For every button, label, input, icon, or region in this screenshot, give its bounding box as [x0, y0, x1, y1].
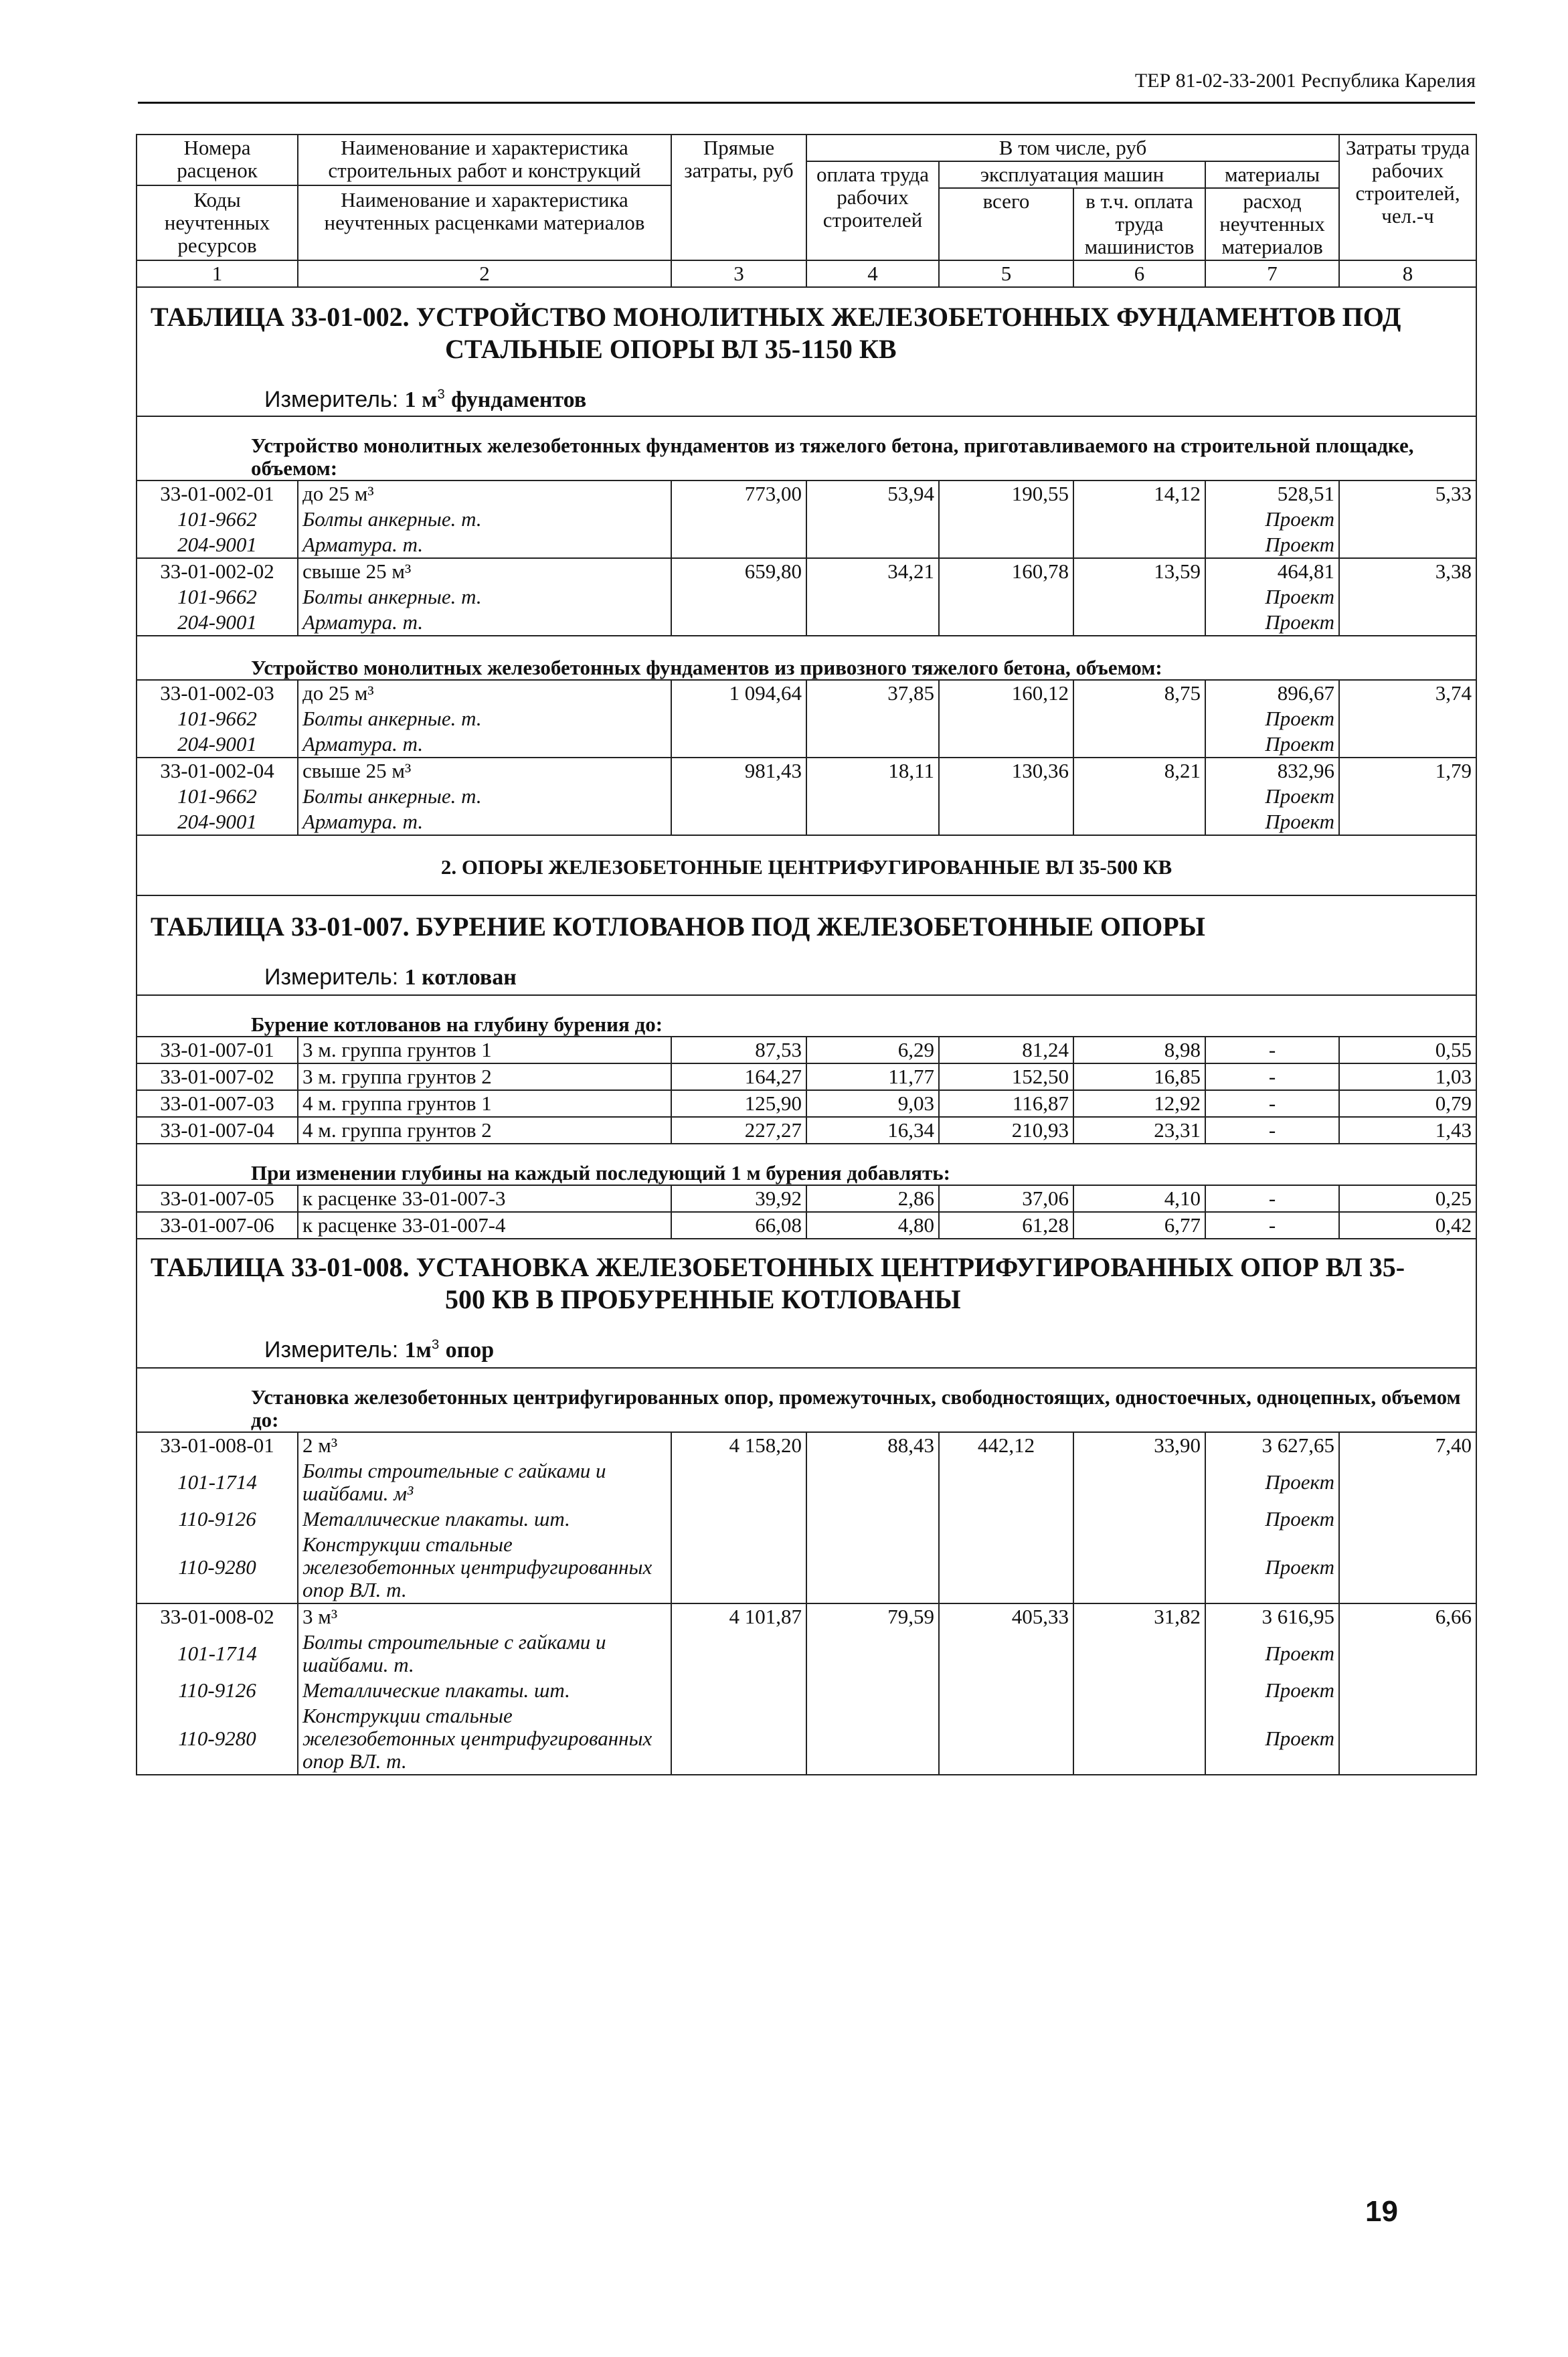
labor-hours: 3,74 [1339, 680, 1476, 706]
resource-material: Проект [1205, 784, 1339, 809]
running-header: ТЕР 81-02-33-2001 Республика Карелия [1134, 70, 1476, 92]
resource-name: Металлические плакаты. шт. [298, 1506, 671, 1532]
rate-code: 33-01-007-01 [137, 1037, 298, 1063]
resource-code: 204-9001 [137, 731, 298, 758]
hdr-col7: расход неучтенных материалов [1205, 188, 1339, 260]
machinist-cost: 12,92 [1073, 1090, 1205, 1117]
material-cost: - [1205, 1090, 1339, 1117]
rate-code: 33-01-007-06 [137, 1212, 298, 1239]
resource-material: Проект [1205, 809, 1339, 835]
hdr-in-total: В том числе, руб [806, 135, 1339, 161]
resource-material: Проект [1205, 532, 1339, 558]
rate-code: 33-01-007-05 [137, 1185, 298, 1212]
machine-cost: 160,12 [939, 680, 1073, 706]
resource-code: 101-9662 [137, 706, 298, 731]
resource-code: 204-9001 [137, 610, 298, 636]
rate-code: 33-01-002-04 [137, 758, 298, 784]
machine-cost: 442,12 [939, 1432, 1073, 1458]
rate-name: 3 м. группа грунтов 1 [298, 1037, 671, 1063]
hdr-col8: Затраты труда рабочих строителей, чел.-ч [1339, 135, 1476, 260]
table-007-title-row [137, 895, 1476, 995]
resource-name: Арматура. т. [298, 731, 671, 758]
direct-cost: 66,08 [671, 1212, 806, 1239]
direct-cost: 39,92 [671, 1185, 806, 1212]
resource-material: Проект [1205, 731, 1339, 758]
hdr-col1: Номера расценок Коды неучтенных ресурсов [137, 135, 298, 260]
resource-name: Арматура. т. [298, 532, 671, 558]
col-num: 2 [298, 260, 671, 287]
labor-cost: 6,29 [806, 1037, 939, 1063]
resource-row [137, 584, 1476, 610]
machine-cost: 116,87 [939, 1090, 1073, 1117]
resource-code: 110-9126 [137, 1678, 298, 1703]
machine-cost: 160,78 [939, 558, 1073, 584]
rate-code: 33-01-008-01 [137, 1432, 298, 1458]
direct-cost: 87,53 [671, 1037, 806, 1063]
resource-name: Металлические плакаты. шт. [298, 1678, 671, 1703]
col-num: 3 [671, 260, 806, 287]
machinist-cost: 13,59 [1073, 558, 1205, 584]
resource-material: Проект [1205, 706, 1339, 731]
rate-name: до 25 м³ [298, 680, 671, 706]
resource-code: 110-9126 [137, 1506, 298, 1532]
labor-cost: 34,21 [806, 558, 939, 584]
resource-name: Конструкции стальные железобетонных центрифугированных опор ВЛ. т. [298, 1703, 671, 1775]
header-rule [138, 102, 1475, 104]
resource-material: Проект [1205, 1506, 1339, 1532]
machinist-cost: 4,10 [1073, 1185, 1205, 1212]
table-row [137, 1090, 1476, 1117]
machine-cost: 190,55 [939, 481, 1073, 507]
hdr-materials: материалы [1205, 161, 1339, 188]
material-cost: - [1205, 1212, 1339, 1239]
direct-cost: 4 101,87 [671, 1603, 806, 1630]
table-002-subheading-2: Устройство монолитных железобетонных фундаментов из привозного тяжелого бетона, объемом: [137, 636, 1476, 680]
direct-cost: 4 158,20 [671, 1432, 806, 1458]
rate-name: 3 м³ [298, 1603, 671, 1630]
resource-row [137, 1678, 1476, 1703]
resource-code: 101-9662 [137, 584, 298, 610]
labor-cost: 79,59 [806, 1603, 939, 1630]
table-row [137, 1603, 1476, 1630]
labor-cost: 18,11 [806, 758, 939, 784]
resource-code: 101-1714 [137, 1458, 298, 1506]
labor-cost: 9,03 [806, 1090, 939, 1117]
resource-row [137, 610, 1476, 636]
direct-cost: 1 094,64 [671, 680, 806, 706]
machine-cost: 152,50 [939, 1063, 1073, 1090]
table-row [137, 758, 1476, 784]
table-007-title: ТАБЛИЦА 33-01-007. БУРЕНИЕ КОТЛОВАНОВ ПОД ЖЕЛЕЗОБЕТОННЫЕ ОПОРЫ [151, 911, 1205, 942]
labor-hours: 1,03 [1339, 1063, 1476, 1090]
resource-material: Проект [1205, 1630, 1339, 1678]
col-num: 8 [1339, 260, 1476, 287]
resource-material: Проект [1205, 610, 1339, 636]
resource-name: Болты анкерные. т. [298, 584, 671, 610]
machinist-cost: 16,85 [1073, 1063, 1205, 1090]
material-cost: - [1205, 1185, 1339, 1212]
col-num: 4 [806, 260, 939, 287]
resource-code: 204-9001 [137, 809, 298, 835]
resource-name: Арматура. т. [298, 610, 671, 636]
labor-hours: 3,38 [1339, 558, 1476, 584]
section-2-row [137, 835, 1476, 895]
resource-row [137, 532, 1476, 558]
resource-code: 110-9280 [137, 1703, 298, 1775]
resource-row [137, 1506, 1476, 1532]
labor-hours: 6,66 [1339, 1603, 1476, 1630]
resource-row [137, 784, 1476, 809]
labor-hours: 0,55 [1339, 1037, 1476, 1063]
machinist-cost: 8,21 [1073, 758, 1205, 784]
resource-row [137, 731, 1476, 758]
labor-cost: 53,94 [806, 481, 939, 507]
rates-table [136, 134, 1477, 1775]
labor-hours: 1,79 [1339, 758, 1476, 784]
labor-hours: 7,40 [1339, 1432, 1476, 1458]
resource-material: Проект [1205, 584, 1339, 610]
labor-hours: 0,42 [1339, 1212, 1476, 1239]
table-002-title: ТАБЛИЦА 33-01-002. УСТРОЙСТВО МОНОЛИТНЫХ ЖЕЛЕЗОБЕТОННЫХ ФУНДАМЕНТОВ ПОД СТАЛЬНЫЕ ОПОРЫ ВЛ 35-1150 КВ [151, 302, 1401, 364]
table-002-sub2-row [137, 636, 1476, 680]
rate-code: 33-01-002-02 [137, 558, 298, 584]
direct-cost: 981,43 [671, 758, 806, 784]
table-008-title: ТАБЛИЦА 33-01-008. УСТАНОВКА ЖЕЛЕЗОБЕТОННЫХ ЦЕНТРИФУГИРОВАННЫХ ОПОР ВЛ 35- 500 КВ В ПРОБУРЕННЫЕ КОТЛОВАНЫ [151, 1252, 1405, 1314]
hdr-machines: эксплуатация машин [939, 161, 1205, 188]
table-007-sub2-row [137, 1144, 1476, 1185]
table-007-subheading-2: При изменении глубины на каждый последующий 1 м бурения добавлять: [137, 1144, 1476, 1185]
hdr-col4: оплата труда рабочих строителей [806, 161, 939, 260]
rate-name: к расценке 33-01-007-3 [298, 1185, 671, 1212]
material-cost: - [1205, 1037, 1339, 1063]
material-cost: 896,67 [1205, 680, 1339, 706]
rate-code: 33-01-007-02 [137, 1063, 298, 1090]
table-002-subheading-1: Устройство монолитных железобетонных фундаментов из тяжелого бетона, приготавливаемого на строительной площадке, объемом: [137, 416, 1476, 481]
machinist-cost: 23,31 [1073, 1117, 1205, 1144]
resource-name: Конструкции стальные железобетонных центрифугированных опор ВЛ. т. [298, 1532, 671, 1603]
material-cost: - [1205, 1117, 1339, 1144]
labor-cost: 4,80 [806, 1212, 939, 1239]
resource-name: Болты строительные с гайками и шайбами. т. [298, 1630, 671, 1678]
machine-cost: 37,06 [939, 1185, 1073, 1212]
table-007-sub1-row [137, 995, 1476, 1037]
header-row-1 [137, 135, 1476, 161]
resource-material: Проект [1205, 1458, 1339, 1506]
table-002-title-row [137, 287, 1476, 416]
resource-name: Болты анкерные. т. [298, 784, 671, 809]
column-numbers-row [137, 260, 1476, 287]
table-row [137, 558, 1476, 584]
machine-cost: 61,28 [939, 1212, 1073, 1239]
labor-cost: 11,77 [806, 1063, 939, 1090]
resource-row [137, 1458, 1476, 1506]
resource-material: Проект [1205, 1532, 1339, 1603]
table-row [137, 680, 1476, 706]
direct-cost: 659,80 [671, 558, 806, 584]
table-row [137, 1212, 1476, 1239]
labor-hours: 0,79 [1339, 1090, 1476, 1117]
machinist-cost: 31,82 [1073, 1603, 1205, 1630]
hdr-col2: Наименование и характеристика строительных работ и конструкций Наименование и характеристика неучтенных расценками материалов [298, 135, 671, 260]
rate-code: 33-01-002-01 [137, 481, 298, 507]
col-num: 6 [1073, 260, 1205, 287]
table-008-title-row [137, 1239, 1476, 1368]
resource-name: Болты анкерные. т. [298, 706, 671, 731]
table-row [137, 1063, 1476, 1090]
labor-cost: 37,85 [806, 680, 939, 706]
machine-cost: 81,24 [939, 1037, 1073, 1063]
rate-name: до 25 м³ [298, 481, 671, 507]
rate-name: свыше 25 м³ [298, 758, 671, 784]
rate-name: 4 м. группа грунтов 1 [298, 1090, 671, 1117]
rate-code: 33-01-007-04 [137, 1117, 298, 1144]
rate-name: свыше 25 м³ [298, 558, 671, 584]
material-cost: 3 627,65 [1205, 1432, 1339, 1458]
labor-cost: 2,86 [806, 1185, 939, 1212]
material-cost: 464,81 [1205, 558, 1339, 584]
resource-name: Болты анкерные. т. [298, 507, 671, 532]
rate-name: 2 м³ [298, 1432, 671, 1458]
page-number: 19 [1365, 2195, 1398, 2228]
col-num: 1 [137, 260, 298, 287]
resource-row [137, 1532, 1476, 1603]
material-cost: 832,96 [1205, 758, 1339, 784]
col-num: 7 [1205, 260, 1339, 287]
table-row [137, 481, 1476, 507]
labor-hours: 5,33 [1339, 481, 1476, 507]
material-cost: 528,51 [1205, 481, 1339, 507]
col-num: 5 [939, 260, 1073, 287]
direct-cost: 227,27 [671, 1117, 806, 1144]
table-002-measure: Измеритель: 1 $м^3$ фундаментов [264, 387, 587, 412]
hdr-col6: в т.ч. оплата труда машинистов [1073, 188, 1205, 260]
material-cost: 3 616,95 [1205, 1603, 1339, 1630]
resource-name: Арматура. т. [298, 809, 671, 835]
resource-code: 101-9662 [137, 784, 298, 809]
machine-cost: 130,36 [939, 758, 1073, 784]
direct-cost: 125,90 [671, 1090, 806, 1117]
table-row [137, 1037, 1476, 1063]
labor-hours: 0,25 [1339, 1185, 1476, 1212]
labor-cost: 88,43 [806, 1432, 939, 1458]
resource-material: Проект [1205, 507, 1339, 532]
table-007-measure: Измеритель: 1 котлован [264, 964, 517, 990]
table-row [137, 1117, 1476, 1144]
machinist-cost: 6,77 [1073, 1212, 1205, 1239]
direct-cost: 164,27 [671, 1063, 806, 1090]
machinist-cost: 14,12 [1073, 481, 1205, 507]
resource-row [137, 1630, 1476, 1678]
direct-cost: 773,00 [671, 481, 806, 507]
resource-row [137, 706, 1476, 731]
labor-cost: 16,34 [806, 1117, 939, 1144]
machinist-cost: 8,98 [1073, 1037, 1205, 1063]
resource-code: 204-9001 [137, 532, 298, 558]
resource-code: 101-9662 [137, 507, 298, 532]
hdr-col5: всего [939, 188, 1073, 260]
resource-code: 110-9280 [137, 1532, 298, 1603]
table-row [137, 1432, 1476, 1458]
resource-code: 101-1714 [137, 1630, 298, 1678]
resource-material: Проект [1205, 1703, 1339, 1775]
hdr-col3: Прямые затраты, руб [671, 135, 806, 260]
section-2-title: 2. ОПОРЫ ЖЕЛЕЗОБЕТОННЫЕ ЦЕНТРИФУГИРОВАННЫЕ ВЛ 35-500 КВ [137, 835, 1476, 895]
rate-code: 33-01-007-03 [137, 1090, 298, 1117]
rate-code: 33-01-002-03 [137, 680, 298, 706]
resource-row [137, 507, 1476, 532]
resource-row [137, 809, 1476, 835]
rate-name: 3 м. группа грунтов 2 [298, 1063, 671, 1090]
rate-name: к расценке 33-01-007-4 [298, 1212, 671, 1239]
rate-code: 33-01-008-02 [137, 1603, 298, 1630]
material-cost: - [1205, 1063, 1339, 1090]
table-002-sub1-row [137, 416, 1476, 481]
table-008-measure: Измеритель: $1м^3$ опор [264, 1337, 495, 1363]
rate-name: 4 м. группа грунтов 2 [298, 1117, 671, 1144]
table-row [137, 1185, 1476, 1212]
machinist-cost: 33,90 [1073, 1432, 1205, 1458]
machine-cost: 210,93 [939, 1117, 1073, 1144]
labor-hours: 1,43 [1339, 1117, 1476, 1144]
machine-cost: 405,33 [939, 1603, 1073, 1630]
resource-material: Проект [1205, 1678, 1339, 1703]
resource-name: Болты строительные с гайками и шайбами. м³ [298, 1458, 671, 1506]
resource-row [137, 1703, 1476, 1775]
table-008-subheading-1: Установка железобетонных центрифугированных опор, промежуточных, свободностоящих, одностоечных, одноцепных, объемом до: [137, 1368, 1476, 1432]
machinist-cost: 8,75 [1073, 680, 1205, 706]
table-008-sub1-row [137, 1368, 1476, 1432]
table-007-subheading-1: Бурение котлованов на глубину бурения до: [137, 995, 1476, 1037]
